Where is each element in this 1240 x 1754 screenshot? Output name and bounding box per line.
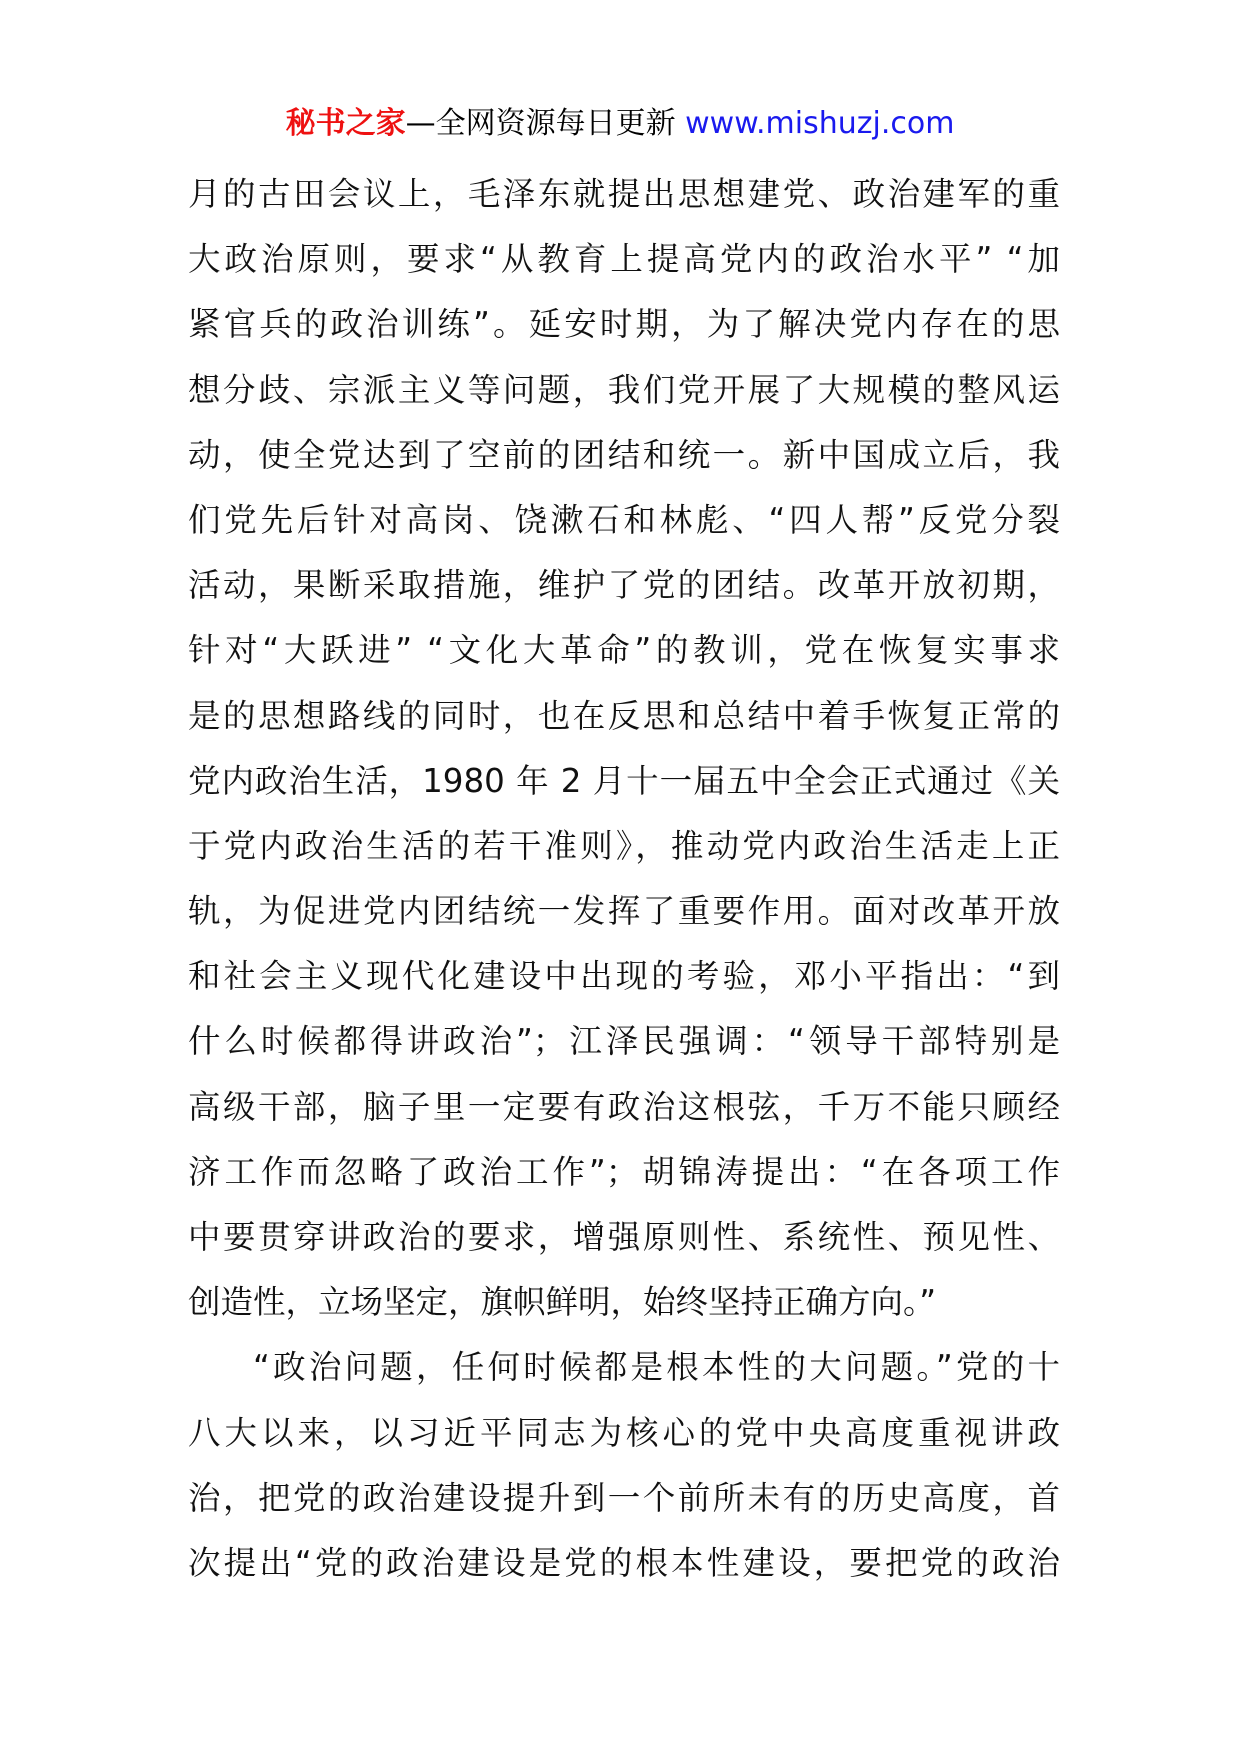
header-brand: 秘书之家	[285, 106, 406, 141]
paragraph-first-line: “政治问题，任何时候都是根本性的大问题。”党的十	[253, 1348, 1060, 1387]
text-line: 紧官兵的政治训练”。延安时期，为了解决党内存在的思	[188, 305, 1060, 344]
text-line: 高级干部，脑子里一定要有政治这根弦，千万不能只顾经	[188, 1087, 1060, 1126]
text-line: 中要贯穿讲政治的要求，增强原则性、系统性、预见性、	[188, 1218, 1060, 1256]
text-line: 月的古田会议上，毛泽东就提出思想建党、政治建军的重	[188, 175, 1060, 213]
text-line: 创造性，立场坚定，旗帜鲜明，始终坚持正确方向。”	[188, 1283, 937, 1322]
text-line: 想分歧、宗派主义等问题，我们党开展了大规模的整风运	[188, 370, 1060, 409]
text-line: 大政治原则，要求“从教育上提高党内的政治水平” “加	[188, 240, 1060, 279]
text-line: 次提出“党的政治建设是党的根本性建设，要把党的政治	[188, 1543, 1060, 1582]
text-line: 是的思想路线的同时，也在反思和总结中着手恢复正常的	[188, 696, 1060, 735]
text-line: 党内政治生活，1980 年 2 月十一届五中全会正式通过《关	[188, 761, 1060, 800]
text-line: 于党内政治生活的若干准则》，推动党内政治生活走上正	[188, 826, 1060, 865]
text-line: 针对“大跃进” “文化大革命”的教训，党在恢复实事求	[188, 631, 1060, 670]
header-tagline: —全网资源每日更新	[405, 106, 686, 141]
text-line: 八大以来，以习近平同志为核心的党中央高度重视讲政	[188, 1413, 1060, 1452]
text-line: 活动，果断采取措施，维护了党的团结。改革开放初期，	[188, 566, 1060, 605]
text-line: 治，把党的政治建设提升到一个前所未有的历史高度，首	[188, 1478, 1060, 1517]
text-line: 动，使全党达到了空前的团结和统一。新中国成立后，我	[188, 435, 1060, 474]
page-header	[0, 102, 1240, 146]
header-url-link[interactable]: www.mishuzj.com	[685, 106, 955, 141]
text-line: 们党先后针对高岗、饶漱石和林彪、“四人帮”反党分裂	[188, 500, 1060, 539]
text-line: 济工作而忽略了政治工作”；胡锦涛提出：“在各项工作	[188, 1152, 1060, 1191]
document-body	[188, 162, 1060, 1596]
text-line: 轨，为促进党内团结统一发挥了重要作用。面对改革开放	[188, 892, 1060, 931]
text-line: 和社会主义现代化建设中出现的考验，邓小平指出：“到	[188, 957, 1060, 996]
text-line: 什么时候都得讲政治”；江泽民强调：“领导干部特别是	[188, 1022, 1060, 1061]
